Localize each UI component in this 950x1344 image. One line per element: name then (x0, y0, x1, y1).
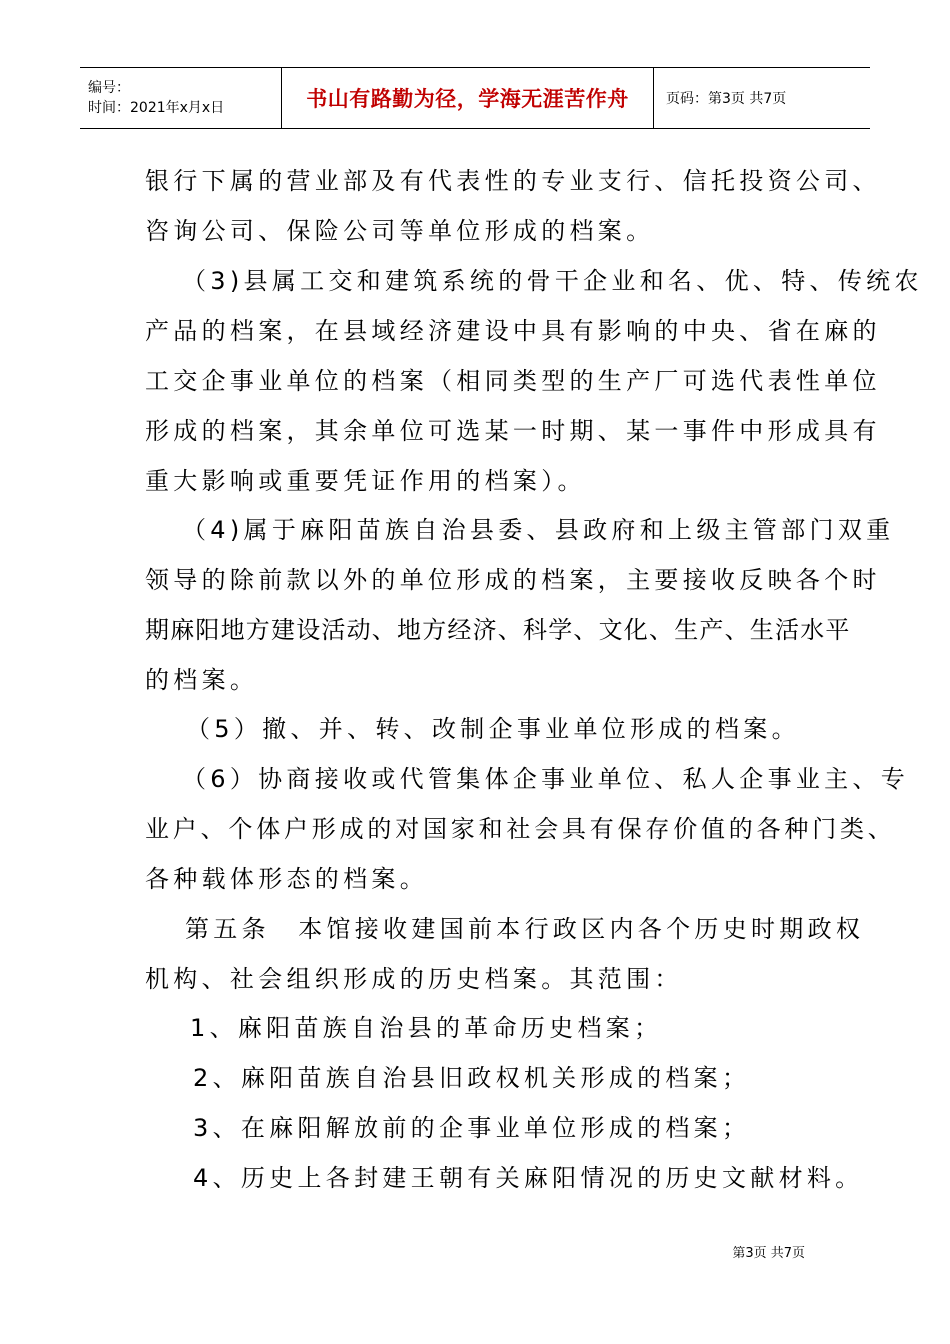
body-line: 形成的档案，其余单位可选某一时期、某一事件中形成具有 (145, 417, 881, 445)
body-line: 3、在麻阳解放前的企事业单位形成的档案； (193, 1114, 751, 1142)
page-footer (732, 1242, 805, 1261)
footer-page-number: 第3页 共7页 (732, 1246, 805, 1261)
body-line: 工交企事业单位的档案（相同类型的生产厂可选代表性单位 (145, 367, 881, 395)
body-line: （3)县属工交和建筑系统的骨干企业和名、优、特、传统农 (182, 267, 923, 295)
document-number-label: 编号： (88, 80, 130, 96)
body-line: 咨询公司、保险公司等单位形成的档案。 (145, 217, 655, 245)
body-line: 2、麻阳苗族自治县旧政权机关形成的档案； (193, 1064, 751, 1092)
body-line: 期麻阳地方建设活动、地方经济、科学、文化、生产、生活水平 (145, 616, 851, 644)
body-line: 的档案。 (145, 666, 259, 694)
page-header (80, 67, 870, 129)
body-line: 第五条 本馆接收建国前本行政区内各个历史时期政权 (185, 915, 865, 943)
body-line: 业户、个体户形成的对国家和社会具有保存价值的各种门类、 (145, 815, 896, 843)
body-line: 产品的档案，在县域经济建设中具有影响的中央、省在麻的 (145, 317, 881, 345)
body-line: 领导的除前款以外的单位形成的档案，主要接收反映各个时 (145, 566, 881, 594)
body-line: （4)属于麻阳苗族自治县委、县政府和上级主管部门双重 (182, 516, 895, 544)
header-meta (80, 68, 282, 128)
body-line: （5）撤、并、转、改制企事业单位形成的档案。 (186, 715, 800, 743)
body-line: 各种载体形态的档案。 (145, 865, 428, 893)
motto-text: 书山有路勤为径，学海无涯苦作舟 (306, 87, 629, 111)
header-page-label: 页码：第3页 共7页 (666, 91, 787, 107)
header-page (654, 68, 870, 128)
body-line: 4、历史上各封建王朝有关麻阳情况的历史文献材料。 (193, 1164, 864, 1192)
body-line: （6）协商接收或代管集体企事业单位、私人企事业主、专 (182, 765, 910, 793)
body-line: 1、麻阳苗族自治县的革命历史档案； (190, 1014, 663, 1042)
body-line: 银行下属的营业部及有代表性的专业支行、信托投资公司、 (145, 167, 881, 195)
header-motto (282, 68, 654, 128)
body-line: 机构、社会组织形成的历史档案。其范围： (145, 965, 683, 993)
body-line: 重大影响或重要凭证作用的档案）。 (145, 467, 586, 495)
document-time-label: 时间：2021年x月x日 (88, 100, 225, 116)
